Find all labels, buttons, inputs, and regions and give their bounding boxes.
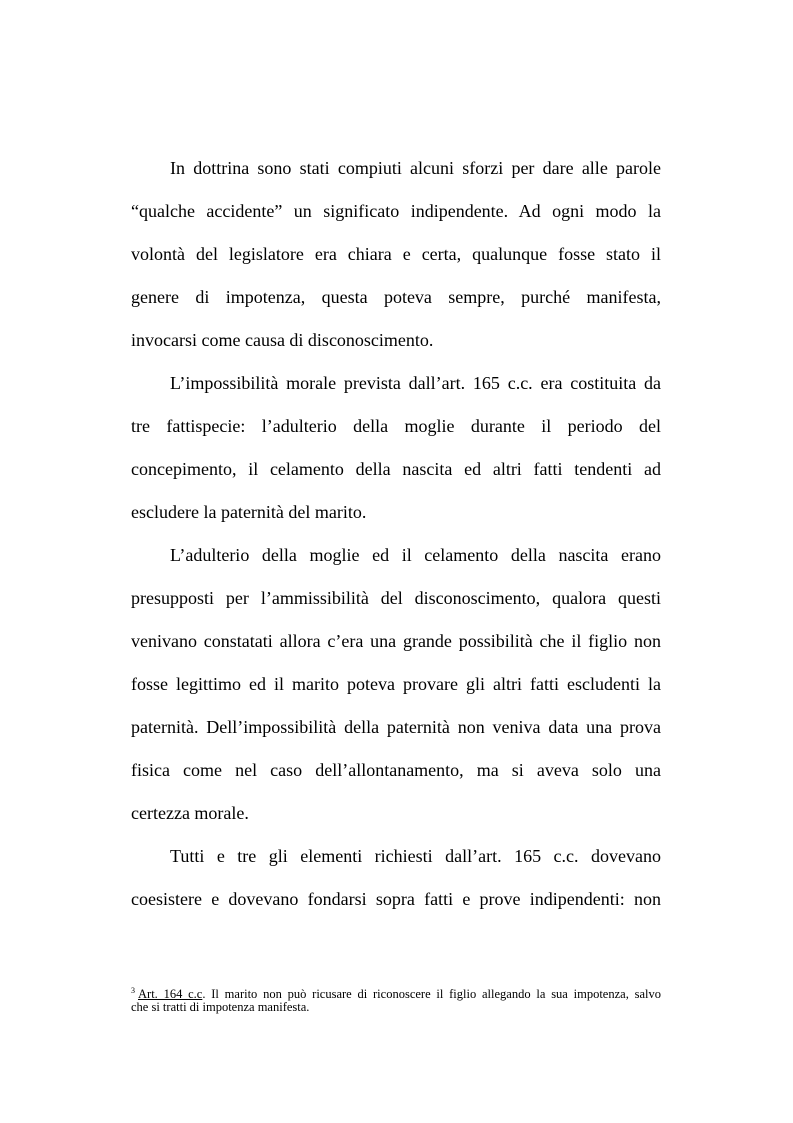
text-line: concepimento, il celamento della nascita ed altri fatti tendenti ad: [131, 459, 661, 479]
footnote-text: . Il marito non può ricusare di riconoscere il figlio allegando la sua impotenza, salvo: [202, 987, 661, 1001]
text-line: invocarsi come causa di disconoscimento.: [131, 330, 434, 350]
text-line: paternità. Dell’impossibilità della paternità non veniva data una prova: [131, 717, 661, 737]
text-line: In dottrina sono stati compiuti alcuni sforzi per dare alle parole: [170, 158, 661, 178]
text-line: volontà del legislatore era chiara e certa, qualunque fosse stato il: [131, 244, 661, 264]
text-line: genere di impotenza, questa poteva sempre, purché manifesta,: [131, 287, 661, 307]
footnote-line: che si tratti di impotenza manifesta.: [131, 1000, 310, 1014]
text-line: certezza morale.: [131, 803, 249, 823]
footnote-reference: Art. 164 c.c: [138, 987, 203, 1001]
text-line: fosse legittimo ed il marito poteva provare gli altri fatti escludenti la: [131, 674, 661, 694]
text-line: L’adulterio della moglie ed il celamento della nascita erano: [170, 545, 661, 565]
text-line: fisica come nel caso dell’allontanamento, ma si aveva solo una: [131, 760, 661, 780]
text-line: tre fattispecie: l’adulterio della moglie durante il periodo del: [131, 416, 661, 436]
footnote-number: 3: [131, 986, 135, 995]
text-line: escludere la paternità del marito.: [131, 502, 367, 522]
text-line: venivano constatati allora c’era una grande possibilità che il figlio non: [131, 631, 661, 651]
text-line: presupposti per l’ammissibilità del disconoscimento, qualora questi: [131, 588, 661, 608]
text-line: “qualche accidente” un significato indipendente. Ad ogni modo la: [131, 201, 661, 221]
text-line: L’impossibilità morale prevista dall’art. 165 c.c. era costituita da: [170, 373, 661, 393]
text-line: coesistere e dovevano fondarsi sopra fatti e prove indipendenti: non: [131, 889, 661, 909]
text-line: Tutti e tre gli elementi richiesti dall’art. 165 c.c. dovevano: [170, 846, 661, 866]
